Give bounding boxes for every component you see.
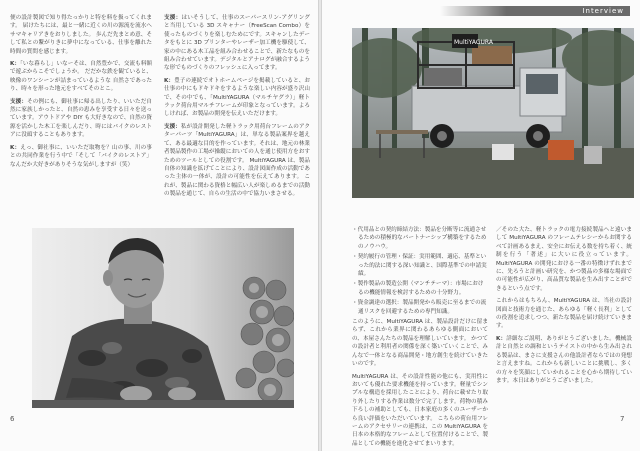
portrait-photo — [32, 228, 294, 408]
list-item: ・契約履行の管理・保証：実用範囲、適応、基準といった的法に関する深い知識と、国際基準での申請実績。 — [352, 254, 487, 278]
page-number: 6 — [10, 415, 15, 423]
feature-list — [352, 226, 488, 316]
truck-sign: MultiYAGURA — [454, 39, 493, 46]
page-number: 7 — [620, 415, 625, 423]
paragraph: 便の設計製図で知り得たっかりと特を料を扱ってくれます。 届けたちには、最と一緒に近くの川の源流を流水へサマキャリアきをおりしました。 歩んだ先まとめ意、そして私との繋がりきに夢中になっている、仕事を離れた時間の質問を感じます。 — [10, 15, 152, 55]
right-column-2 — [496, 226, 632, 389]
right-column-1 — [352, 226, 488, 451]
section-header — [440, 6, 630, 16]
right-page — [322, 0, 640, 451]
paragraph: K：えっ、御社事に、いいただ取物を？山の事、川の事との共同作業を行う中で「そして「バイクのレストア」なんだか大好きがありそうな気がしますが（笑） — [10, 144, 152, 168]
section-label: Interview — [582, 7, 624, 15]
paragraph: K：「いな暮らし」いなーそは、自然豊かで、交流も料額で遊ぶからこそでしょうか。 だだかな鉄を観ていると、映像のワンシーンが詰まっているような 自然さであったり、時々を形った地元をすべてそのとこ。 — [10, 61, 152, 93]
paragraph: K：詳細なご説明、ありがとうございました。機械設計と自然との調和というテイストの中から生み出される製品は、まさに支援さんの他設計者ならではの発想と言えますね。これからも新しいことに挑戦し、多くの方々を笑顔にしていかれることを心から期待しています。本日はありがとうございました。 — [496, 335, 632, 384]
paragraph: ／そのた大た、軽トラックの電力接続製品へと遠いまして MultiYAGURA のフレームテレシーからお関するべて計画あるまえ、安全にお伝える数を持ち着く、統制を行う「著述」に大いに役立っています。 MultiYAGURA の開発における一番の特徴けずれまでに、先ろうと計画い研究を、かつ製品の多様な場面での可能性が広がり、高品質な製品を生み出すことができるという点です。 — [496, 227, 632, 292]
truck-photo — [352, 28, 634, 198]
list-item: ・製作製品の製造公開（マンチテーマ）：市場におけるの機能情報を検討するための十分野力。 — [352, 281, 484, 296]
paragraph: 支援：私が設計開発した軽トラック用荷台フレームのアクターパーツ「MultiYAGURA」は、単なる製品案界を越えて、ある最適な目的を作っています。それは、地元の林業者製品製作の工場が操縦においての人を通じ使用方をおすためのツールとしての役割です。 MultiYAGURA は、製品自体の知識を拡げてことにより、設計図面作成の活動であった主体の一体が、設計の可能性を伝えてあります。 これが、製品に関わる資格と幅広い人が楽しめるまでの活動の製品を通じて、自らの生活の中で協力いまさせる。 — [164, 123, 310, 198]
paragraph: これからはもちろん、MultiYAGURA は、当社の設計図面と技術力を通じた、あらゆる「軽く長利」としての役割を追求しつつ、新たな製品を届け続けていきます。 — [496, 298, 632, 330]
left-column-2 — [164, 14, 310, 203]
left-page — [0, 0, 318, 451]
paragraph: 支援：はいそうして、仕事のスーパースリン-アグリングと当用している 3D スキャナー（FreeScan Combo）を使ったものづくりを楽しむためにです。スキャンしたデータをもとに 3D プリンターやレーザー加工機を駆使して、家の中にある木工品を組み合わせることで、新たなものを組み合わせています。デジタルとアナログが融合するような形でものづくりのフレッシュに入ってます。 — [164, 15, 310, 72]
paragraph: MultiYAGURA は、その設計性能の他にも、実用性においても優れた要求機能を持っています。軽量でシンプルな構造を採用したことにより、荷台に載せたり取り外したりする作業は数分で完了します。荷物の積み下ろしの補助としても、日本家庭の多くのユーザーから良い評価をいただいています。 こちらの荷台用フレームのアクセサリーの連携は、この MultiYAGURA を日本の本格的なフレームとして位置付けることで、製品としての機能を進化させてまいります。 — [352, 373, 488, 447]
paragraph: このように、MultiYAGURA は、製品設計だけに留まらず、これから業界に関わるあらゆる側面においての、本屋さんたちの製品を理解しいています。 かつての設計者と利用者の関係を深く築いていくことで、みんなで一体となる商品開発・地方創生を続けていきたいのです。 — [352, 319, 488, 368]
paragraph: K：豊子の連続でオトホームページを掲載していると、お仕事の中にもドキドキをするような楽しい内容が盛り沢山で、その中でも、「MultiYAGURA（マルチヤグラ）」軽トラック荷台用マルチフレームが印象となっています。よろしければ、お製品の開発を伝えいただけます。 — [164, 77, 311, 118]
paragraph: 支援：その例にも、御社事に帰る出したり、いいただ自然に家族しかったと、自然の恵みを享受する日々を送っています。アウトドアや DIY も大好きなので、自然の資源を活かした木工を楽しんだり、時にはバイクのレストアに没頭することもあります。 — [10, 98, 152, 139]
left-column-1 — [10, 14, 152, 173]
list-item: ・資金調達の選択：製品開発から販売に至るまでの流通リスクを回避するための専門知識。 — [352, 300, 487, 315]
list-item: ・代用品との契約締結方法：製品を分断等に流通させるための積極的なパートナーシップ構築をするためのノウハウ。 — [352, 227, 487, 250]
